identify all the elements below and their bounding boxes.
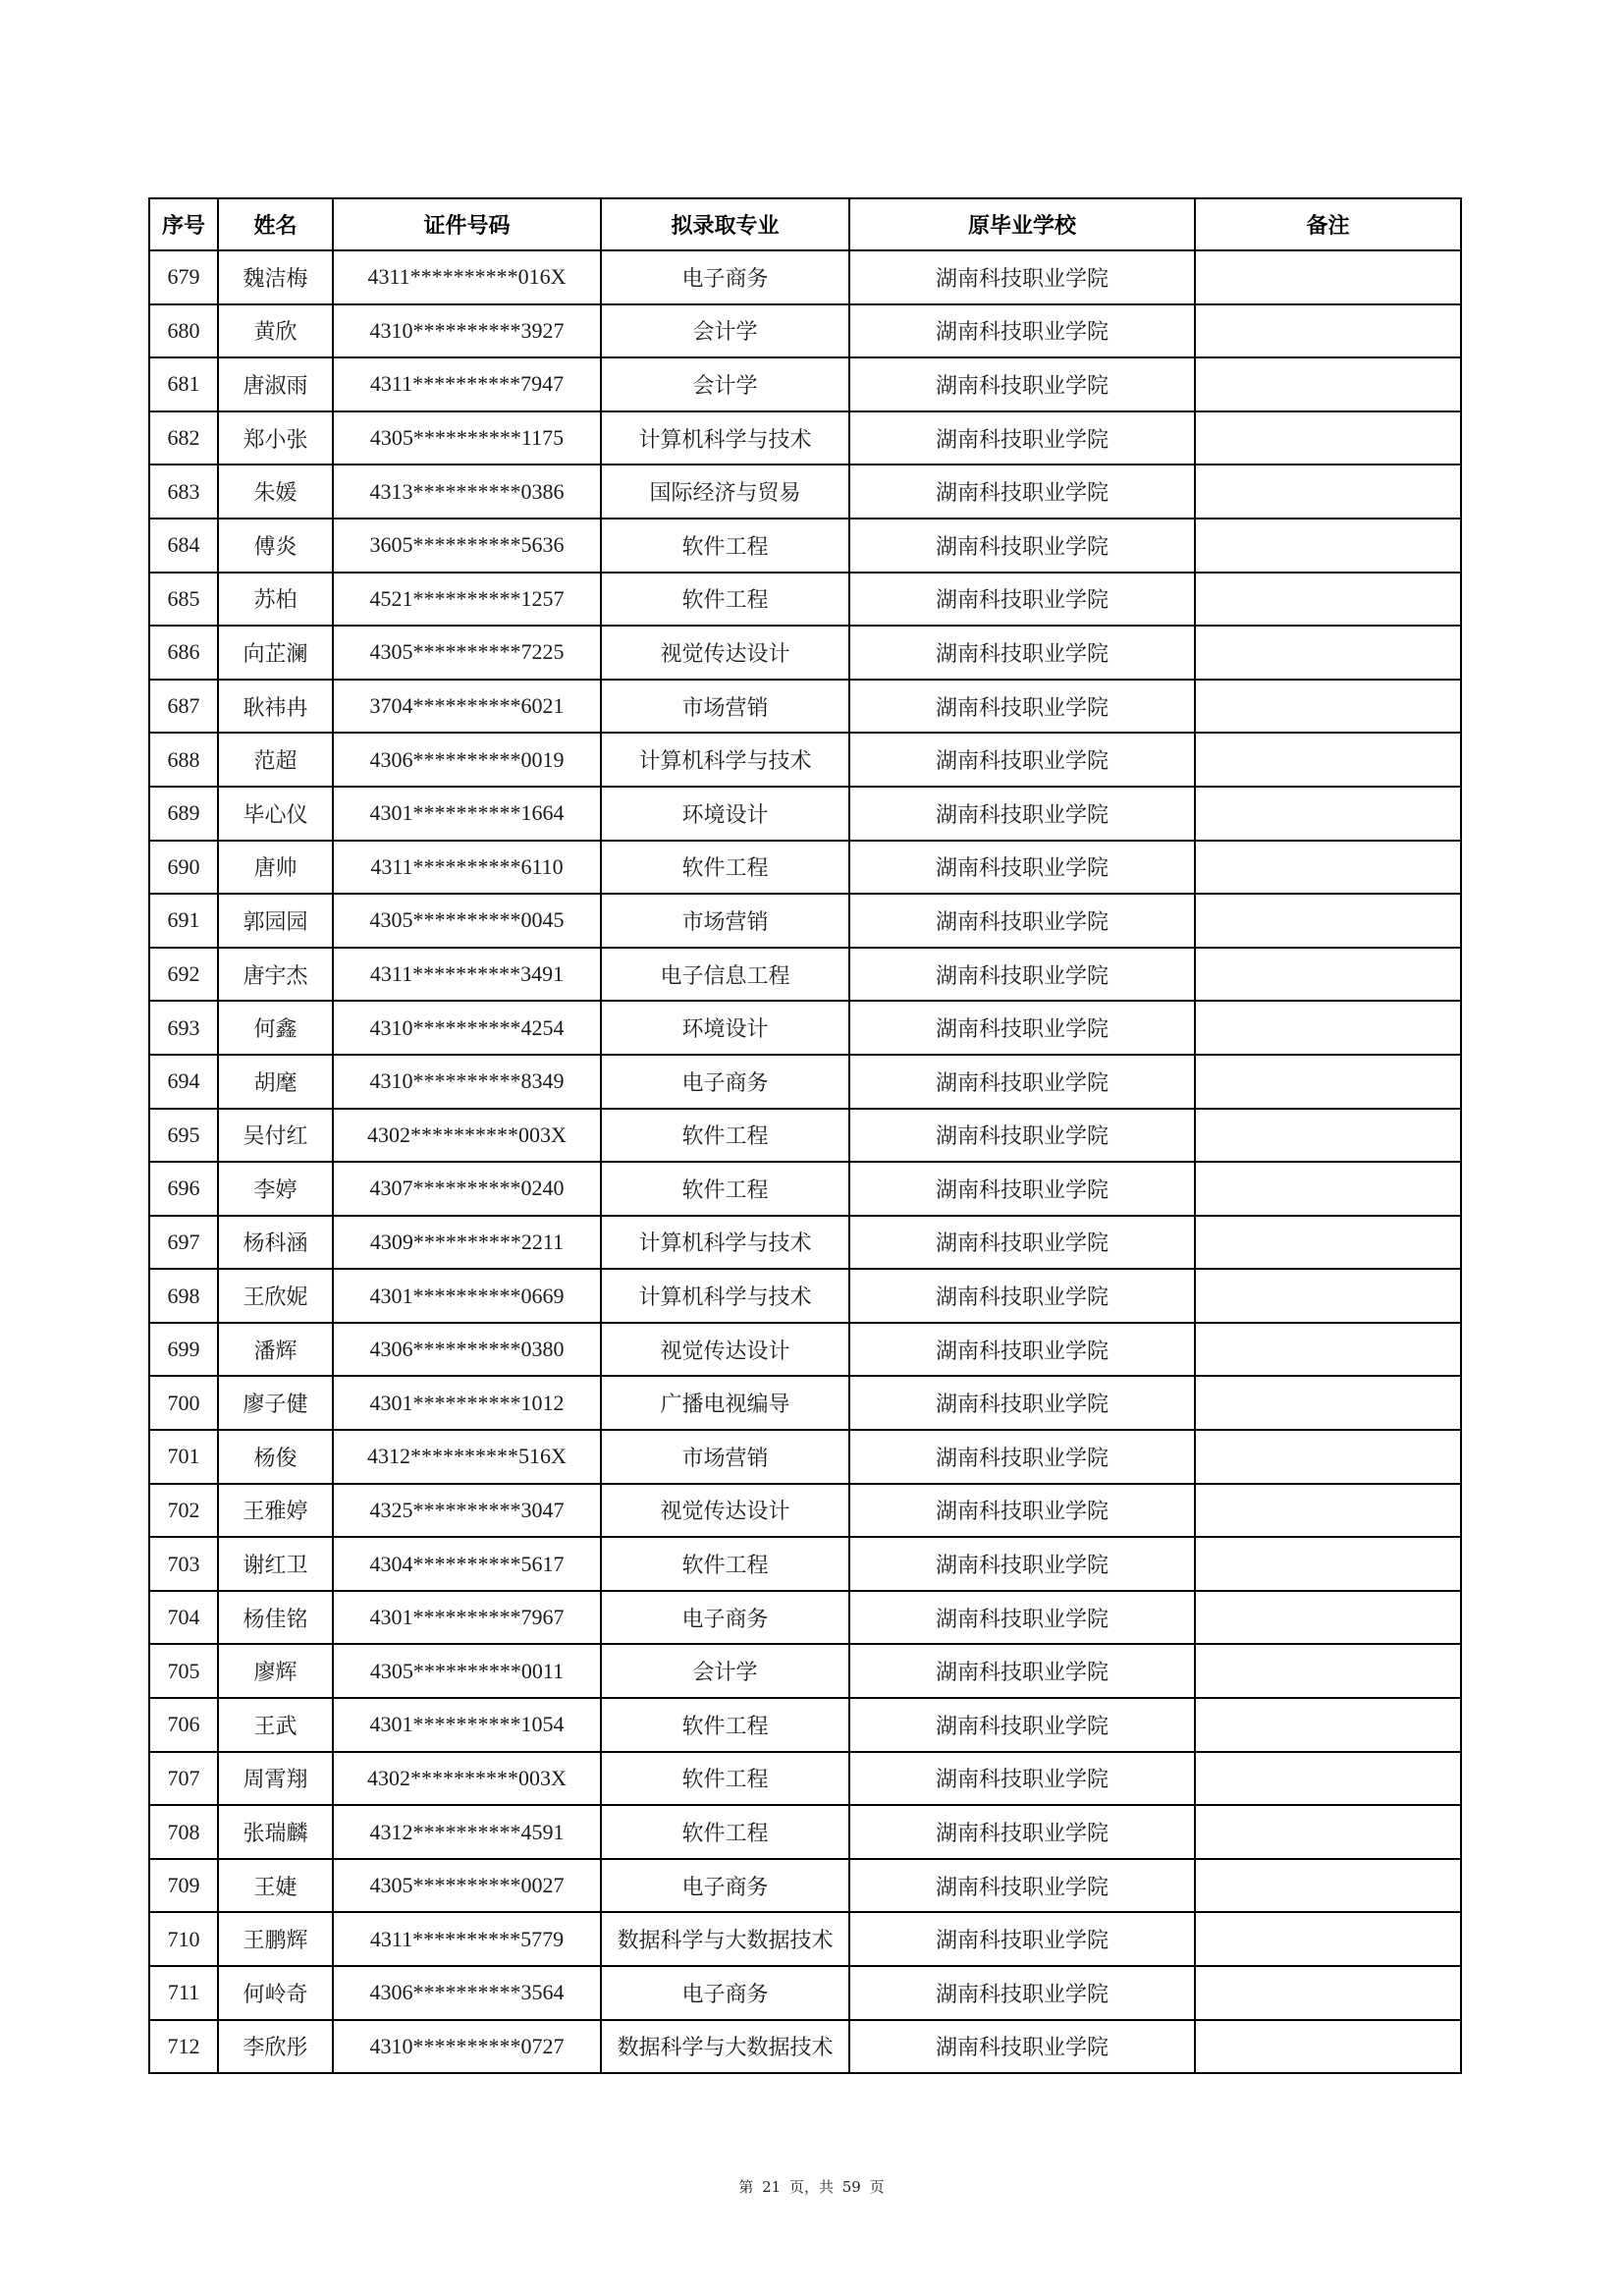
cell-remarks: [1195, 1430, 1461, 1484]
cell-admitted-major: 市场营销: [601, 1430, 849, 1484]
cell-id-number: 4310**********0727: [333, 2020, 601, 2074]
header-remarks: 备注: [1195, 198, 1461, 250]
cell-admitted-major: 会计学: [601, 357, 849, 411]
cell-admitted-major: 市场营销: [601, 894, 849, 948]
cell-previous-school: 湖南科技职业学院: [849, 841, 1195, 895]
cell-previous-school: 湖南科技职业学院: [849, 680, 1195, 734]
cell-remarks: [1195, 1966, 1461, 2020]
cell-name: 王婕: [218, 1859, 333, 1913]
table-row: [149, 894, 1461, 948]
cell-name: 周霄翔: [218, 1752, 333, 1806]
cell-remarks: [1195, 1805, 1461, 1859]
cell-serial-number: 695: [149, 1109, 218, 1163]
cell-remarks: [1195, 1644, 1461, 1698]
cell-previous-school: 湖南科技职业学院: [849, 304, 1195, 358]
table-row: [149, 304, 1461, 358]
cell-name: 魏洁梅: [218, 250, 333, 304]
cell-previous-school: 湖南科技职业学院: [849, 357, 1195, 411]
cell-name: 王雅婷: [218, 1484, 333, 1538]
cell-name: 唐淑雨: [218, 357, 333, 411]
cell-admitted-major: 电子商务: [601, 250, 849, 304]
cell-name: 朱媛: [218, 465, 333, 519]
cell-admitted-major: 软件工程: [601, 1537, 849, 1591]
table-row: [149, 626, 1461, 680]
cell-admitted-major: 环境设计: [601, 787, 849, 841]
cell-serial-number: 698: [149, 1269, 218, 1323]
cell-remarks: [1195, 894, 1461, 948]
cell-serial-number: 686: [149, 626, 218, 680]
cell-previous-school: 湖南科技职业学院: [849, 1376, 1195, 1430]
cell-admitted-major: 视觉传达设计: [601, 1484, 849, 1538]
cell-remarks: [1195, 357, 1461, 411]
cell-serial-number: 680: [149, 304, 218, 358]
cell-serial-number: 706: [149, 1698, 218, 1752]
table-row: [149, 1216, 1461, 1270]
cell-id-number: 4302**********003X: [333, 1752, 601, 1806]
cell-remarks: [1195, 1376, 1461, 1430]
cell-name: 杨佳铭: [218, 1591, 333, 1645]
cell-id-number: 4307**********0240: [333, 1162, 601, 1216]
cell-admitted-major: 视觉传达设计: [601, 626, 849, 680]
table-row: [149, 1591, 1461, 1645]
cell-name: 唐宇杰: [218, 948, 333, 1002]
table-row: [149, 250, 1461, 304]
cell-name: 王鹏辉: [218, 1912, 333, 1966]
cell-serial-number: 709: [149, 1859, 218, 1913]
cell-admitted-major: 计算机科学与技术: [601, 733, 849, 787]
table-row: [149, 1323, 1461, 1377]
cell-admitted-major: 会计学: [601, 304, 849, 358]
cell-id-number: 4311**********016X: [333, 250, 601, 304]
cell-admitted-major: 电子信息工程: [601, 948, 849, 1002]
table-row: [149, 1805, 1461, 1859]
cell-previous-school: 湖南科技职业学院: [849, 1484, 1195, 1538]
cell-serial-number: 697: [149, 1216, 218, 1270]
cell-id-number: 4305**********1175: [333, 411, 601, 465]
cell-admitted-major: 电子商务: [601, 1591, 849, 1645]
cell-admitted-major: 数据科学与大数据技术: [601, 2020, 849, 2074]
cell-name: 谢红卫: [218, 1537, 333, 1591]
cell-previous-school: 湖南科技职业学院: [849, 250, 1195, 304]
cell-serial-number: 711: [149, 1966, 218, 2020]
cell-serial-number: 702: [149, 1484, 218, 1538]
cell-name: 傅炎: [218, 519, 333, 573]
cell-admitted-major: 视觉传达设计: [601, 1323, 849, 1377]
cell-serial-number: 707: [149, 1752, 218, 1806]
cell-admitted-major: 软件工程: [601, 1698, 849, 1752]
cell-id-number: 4312**********516X: [333, 1430, 601, 1484]
cell-previous-school: 湖南科技职业学院: [849, 1001, 1195, 1055]
cell-previous-school: 湖南科技职业学院: [849, 465, 1195, 519]
cell-previous-school: 湖南科技职业学院: [849, 1109, 1195, 1163]
cell-admitted-major: 电子商务: [601, 1055, 849, 1109]
cell-serial-number: 681: [149, 357, 218, 411]
cell-serial-number: 682: [149, 411, 218, 465]
cell-admitted-major: 广播电视编导: [601, 1376, 849, 1430]
cell-remarks: [1195, 787, 1461, 841]
cell-id-number: 4310**********8349: [333, 1055, 601, 1109]
table-row: [149, 1698, 1461, 1752]
page-number-footer: 第 21 页，共 59 页: [738, 2178, 885, 2196]
cell-admitted-major: 软件工程: [601, 1752, 849, 1806]
cell-id-number: 4310**********4254: [333, 1001, 601, 1055]
cell-name: 杨俊: [218, 1430, 333, 1484]
cell-previous-school: 湖南科技职业学院: [849, 1323, 1195, 1377]
cell-remarks: [1195, 1001, 1461, 1055]
cell-id-number: 4310**********3927: [333, 304, 601, 358]
cell-name: 黄欣: [218, 304, 333, 358]
cell-previous-school: 湖南科技职业学院: [849, 1269, 1195, 1323]
table-row: [149, 1537, 1461, 1591]
cell-remarks: [1195, 2020, 1461, 2074]
cell-id-number: 4305**********0027: [333, 1859, 601, 1913]
table-row: [149, 680, 1461, 734]
cell-admitted-major: 计算机科学与技术: [601, 1269, 849, 1323]
cell-remarks: [1195, 1216, 1461, 1270]
cell-previous-school: 湖南科技职业学院: [849, 1752, 1195, 1806]
cell-name: 毕心仪: [218, 787, 333, 841]
cell-remarks: [1195, 626, 1461, 680]
cell-id-number: 4301**********1054: [333, 1698, 601, 1752]
cell-previous-school: 湖南科技职业学院: [849, 1966, 1195, 2020]
cell-remarks: [1195, 680, 1461, 734]
table-row: [149, 1376, 1461, 1430]
cell-id-number: 4304**********5617: [333, 1537, 601, 1591]
table-row: [149, 1269, 1461, 1323]
cell-serial-number: 687: [149, 680, 218, 734]
table-row: [149, 1644, 1461, 1698]
cell-previous-school: 湖南科技职业学院: [849, 1216, 1195, 1270]
cell-remarks: [1195, 1859, 1461, 1913]
cell-id-number: 4311**********7947: [333, 357, 601, 411]
cell-previous-school: 湖南科技职业学院: [849, 1698, 1195, 1752]
cell-id-number: 4305**********0011: [333, 1644, 601, 1698]
cell-previous-school: 湖南科技职业学院: [849, 1537, 1195, 1591]
cell-name: 王武: [218, 1698, 333, 1752]
cell-remarks: [1195, 519, 1461, 573]
cell-admitted-major: 软件工程: [601, 1109, 849, 1163]
table-body: [149, 250, 1461, 2073]
cell-id-number: 4306**********3564: [333, 1966, 601, 2020]
cell-serial-number: 689: [149, 787, 218, 841]
table-row: [149, 465, 1461, 519]
cell-serial-number: 708: [149, 1805, 218, 1859]
cell-serial-number: 710: [149, 1912, 218, 1966]
cell-id-number: 4301**********1012: [333, 1376, 601, 1430]
cell-id-number: 4521**********1257: [333, 573, 601, 627]
cell-previous-school: 湖南科技职业学院: [849, 1912, 1195, 1966]
cell-name: 向芷澜: [218, 626, 333, 680]
cell-admitted-major: 国际经济与贸易: [601, 465, 849, 519]
cell-name: 廖辉: [218, 1644, 333, 1698]
cell-previous-school: 湖南科技职业学院: [849, 1055, 1195, 1109]
cell-previous-school: 湖南科技职业学院: [849, 2020, 1195, 2074]
cell-serial-number: 683: [149, 465, 218, 519]
cell-name: 耿祎冉: [218, 680, 333, 734]
cell-previous-school: 湖南科技职业学院: [849, 733, 1195, 787]
cell-remarks: [1195, 250, 1461, 304]
cell-id-number: 4305**********0045: [333, 894, 601, 948]
cell-serial-number: 712: [149, 2020, 218, 2074]
cell-remarks: [1195, 733, 1461, 787]
cell-serial-number: 704: [149, 1591, 218, 1645]
table-row: [149, 573, 1461, 627]
cell-serial-number: 701: [149, 1430, 218, 1484]
cell-previous-school: 湖南科技职业学院: [849, 1805, 1195, 1859]
cell-id-number: 4306**********0019: [333, 733, 601, 787]
table-row: [149, 948, 1461, 1002]
cell-id-number: 4306**********0380: [333, 1323, 601, 1377]
cell-admitted-major: 软件工程: [601, 1805, 849, 1859]
cell-id-number: 4311**********6110: [333, 841, 601, 895]
cell-remarks: [1195, 411, 1461, 465]
cell-name: 何岭奇: [218, 1966, 333, 2020]
cell-serial-number: 679: [149, 250, 218, 304]
cell-name: 何鑫: [218, 1001, 333, 1055]
cell-id-number: 3605**********5636: [333, 519, 601, 573]
cell-previous-school: 湖南科技职业学院: [849, 787, 1195, 841]
cell-admitted-major: 软件工程: [601, 519, 849, 573]
cell-remarks: [1195, 1109, 1461, 1163]
cell-previous-school: 湖南科技职业学院: [849, 626, 1195, 680]
cell-previous-school: 湖南科技职业学院: [849, 1162, 1195, 1216]
cell-serial-number: 703: [149, 1537, 218, 1591]
table-row: [149, 1001, 1461, 1055]
cell-name: 吴付红: [218, 1109, 333, 1163]
cell-admitted-major: 软件工程: [601, 1162, 849, 1216]
cell-admitted-major: 环境设计: [601, 1001, 849, 1055]
table-row: [149, 1162, 1461, 1216]
cell-remarks: [1195, 1591, 1461, 1645]
cell-name: 李欣彤: [218, 2020, 333, 2074]
admission-roster-table: [148, 197, 1462, 2074]
cell-remarks: [1195, 841, 1461, 895]
table-row: [149, 733, 1461, 787]
cell-remarks: [1195, 1323, 1461, 1377]
cell-serial-number: 696: [149, 1162, 218, 1216]
cell-id-number: 4311**********5779: [333, 1912, 601, 1966]
cell-admitted-major: 数据科学与大数据技术: [601, 1912, 849, 1966]
table-row: [149, 1055, 1461, 1109]
cell-serial-number: 688: [149, 733, 218, 787]
cell-id-number: 4302**********003X: [333, 1109, 601, 1163]
cell-name: 杨科涵: [218, 1216, 333, 1270]
cell-id-number: 4325**********3047: [333, 1484, 601, 1538]
cell-remarks: [1195, 1912, 1461, 1966]
cell-previous-school: 湖南科技职业学院: [849, 573, 1195, 627]
table-row: [149, 1966, 1461, 2020]
cell-serial-number: 691: [149, 894, 218, 948]
table-row: [149, 1859, 1461, 1913]
cell-id-number: 4313**********0386: [333, 465, 601, 519]
header-serial-number: 序号: [149, 198, 218, 250]
cell-admitted-major: 电子商务: [601, 1966, 849, 2020]
cell-name: 张瑞麟: [218, 1805, 333, 1859]
cell-remarks: [1195, 304, 1461, 358]
table-row: [149, 357, 1461, 411]
cell-name: 胡麾: [218, 1055, 333, 1109]
cell-previous-school: 湖南科技职业学院: [849, 519, 1195, 573]
cell-admitted-major: 会计学: [601, 1644, 849, 1698]
table-row: [149, 411, 1461, 465]
cell-serial-number: 685: [149, 573, 218, 627]
cell-name: 郑小张: [218, 411, 333, 465]
cell-previous-school: 湖南科技职业学院: [849, 1591, 1195, 1645]
cell-previous-school: 湖南科技职业学院: [849, 1644, 1195, 1698]
cell-serial-number: 692: [149, 948, 218, 1002]
table-row: [149, 1912, 1461, 1966]
cell-serial-number: 684: [149, 519, 218, 573]
table-header-row: [149, 198, 1461, 250]
cell-remarks: [1195, 1269, 1461, 1323]
cell-serial-number: 700: [149, 1376, 218, 1430]
cell-name: 苏柏: [218, 573, 333, 627]
cell-name: 郭园园: [218, 894, 333, 948]
cell-admitted-major: 电子商务: [601, 1859, 849, 1913]
cell-admitted-major: 软件工程: [601, 841, 849, 895]
cell-remarks: [1195, 1752, 1461, 1806]
table-row: [149, 1752, 1461, 1806]
cell-admitted-major: 计算机科学与技术: [601, 1216, 849, 1270]
cell-remarks: [1195, 465, 1461, 519]
table-row: [149, 787, 1461, 841]
cell-id-number: 4309**********2211: [333, 1216, 601, 1270]
cell-name: 李婷: [218, 1162, 333, 1216]
cell-admitted-major: 软件工程: [601, 573, 849, 627]
cell-remarks: [1195, 1484, 1461, 1538]
cell-serial-number: 699: [149, 1323, 218, 1377]
cell-previous-school: 湖南科技职业学院: [849, 1430, 1195, 1484]
cell-remarks: [1195, 1698, 1461, 1752]
cell-id-number: 4305**********7225: [333, 626, 601, 680]
cell-previous-school: 湖南科技职业学院: [849, 894, 1195, 948]
table-row: [149, 519, 1461, 573]
cell-id-number: 4301**********7967: [333, 1591, 601, 1645]
cell-remarks: [1195, 1055, 1461, 1109]
cell-previous-school: 湖南科技职业学院: [849, 411, 1195, 465]
cell-previous-school: 湖南科技职业学院: [849, 948, 1195, 1002]
cell-remarks: [1195, 573, 1461, 627]
table-row: [149, 841, 1461, 895]
cell-previous-school: 湖南科技职业学院: [849, 1859, 1195, 1913]
header-admitted-major: 拟录取专业: [601, 198, 849, 250]
header-name: 姓名: [218, 198, 333, 250]
cell-serial-number: 690: [149, 841, 218, 895]
cell-admitted-major: 计算机科学与技术: [601, 411, 849, 465]
cell-id-number: 4311**********3491: [333, 948, 601, 1002]
cell-name: 唐帅: [218, 841, 333, 895]
cell-name: 王欣妮: [218, 1269, 333, 1323]
table-row: [149, 2020, 1461, 2074]
cell-name: 范超: [218, 733, 333, 787]
cell-serial-number: 705: [149, 1644, 218, 1698]
cell-id-number: 3704**********6021: [333, 680, 601, 734]
cell-remarks: [1195, 1162, 1461, 1216]
cell-id-number: 4301**********0669: [333, 1269, 601, 1323]
cell-remarks: [1195, 1537, 1461, 1591]
cell-serial-number: 693: [149, 1001, 218, 1055]
cell-admitted-major: 市场营销: [601, 680, 849, 734]
cell-remarks: [1195, 948, 1461, 1002]
cell-id-number: 4312**********4591: [333, 1805, 601, 1859]
header-id-number: 证件号码: [333, 198, 601, 250]
table-row: [149, 1484, 1461, 1538]
cell-id-number: 4301**********1664: [333, 787, 601, 841]
cell-name: 廖子健: [218, 1376, 333, 1430]
header-previous-school: 原毕业学校: [849, 198, 1195, 250]
table-row: [149, 1109, 1461, 1163]
cell-serial-number: 694: [149, 1055, 218, 1109]
cell-name: 潘辉: [218, 1323, 333, 1377]
table-row: [149, 1430, 1461, 1484]
